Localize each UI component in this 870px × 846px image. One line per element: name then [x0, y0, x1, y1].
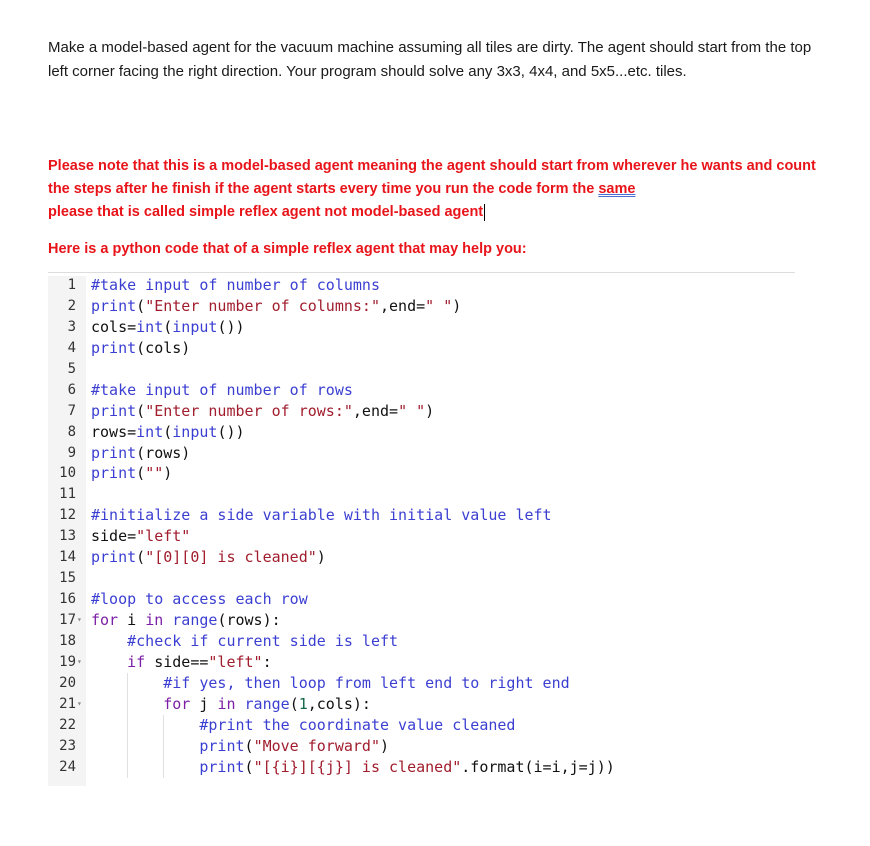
code-block	[48, 272, 795, 778]
code-line	[48, 338, 795, 359]
code-line	[48, 505, 795, 526]
code-line	[48, 568, 795, 589]
code-line	[48, 631, 795, 652]
code-line	[48, 589, 795, 610]
text-cursor	[484, 204, 485, 221]
line-number: 9	[67, 444, 76, 461]
code-line	[48, 359, 795, 380]
code-text: print("[{i}][{j}] is cleaned".format(i=i,j=j))	[199, 757, 615, 776]
code-line	[48, 484, 795, 505]
code-text: print(rows)	[91, 443, 191, 462]
code-line	[48, 443, 795, 464]
line-number: 18	[59, 632, 76, 649]
code-line	[48, 463, 795, 484]
line-number: 20	[59, 674, 76, 691]
help-heading: Here is a python code that of a simple reflex agent that may help you:	[48, 241, 527, 257]
code-text: print("Move forward")	[199, 736, 390, 755]
note-paragraph	[48, 155, 838, 224]
note-text-2: please that is called simple reflex agent not model-based agent	[48, 204, 484, 220]
line-number: 4	[67, 339, 76, 356]
indent-guide	[163, 736, 164, 757]
indent-guide	[163, 757, 164, 778]
indent-guide	[127, 715, 128, 736]
line-number: 19	[59, 653, 76, 670]
code-line	[48, 380, 795, 401]
code-text: #take input of number of rows	[91, 380, 353, 399]
line-number: 5	[67, 360, 76, 377]
line-number: 13	[59, 528, 76, 545]
line-number: 6	[67, 381, 76, 398]
code-text: #check if current side is left	[127, 631, 399, 650]
line-number: 8	[67, 423, 76, 440]
code-text: print("")	[91, 464, 173, 483]
code-line	[48, 401, 795, 422]
code-text: #take input of number of columns	[91, 276, 380, 294]
note-text-1: Please note that this is a model-based agent meaning the agent should start from wherever he wants and count the steps after he finish if the agent starts every time you run the code form the	[48, 158, 816, 197]
indent-guide	[127, 757, 128, 778]
code-line	[48, 547, 795, 568]
code-text: print("Enter number of columns:",end=" ")	[91, 296, 462, 315]
indent-guide	[127, 673, 128, 694]
code-text: print("[0][0] is cleaned")	[91, 548, 326, 567]
line-number: 15	[59, 570, 76, 587]
code-text: #if yes, then loop from left end to right end	[163, 673, 570, 692]
line-number: 14	[59, 549, 76, 566]
fold-arrow-icon[interactable]: ▾	[77, 615, 82, 624]
code-text: #initialize a side variable with initial value left	[91, 506, 552, 525]
code-line	[48, 694, 795, 715]
indent-guide	[127, 736, 128, 757]
indent-guide	[163, 715, 164, 736]
line-number: 1	[67, 277, 76, 293]
line-number: 22	[59, 716, 76, 733]
line-number: 24	[59, 758, 76, 775]
line-number: 2	[67, 297, 76, 314]
code-line	[48, 610, 795, 631]
line-number: 11	[59, 486, 76, 503]
code-line	[48, 673, 795, 694]
code-line	[48, 317, 795, 338]
line-number: 23	[59, 737, 76, 754]
code-text: if side=="left":	[127, 652, 272, 671]
line-number: 3	[67, 318, 76, 335]
code-text: print("Enter number of rows:",end=" ")	[91, 401, 435, 420]
fold-arrow-icon[interactable]: ▾	[77, 698, 82, 708]
code-lines	[48, 275, 795, 778]
code-text: #print the coordinate value cleaned	[199, 715, 516, 734]
code-line	[48, 296, 795, 317]
code-text: cols=int(input())	[91, 317, 245, 336]
code-line	[48, 757, 795, 778]
code-text: for i in range(rows):	[91, 611, 281, 629]
code-line	[48, 652, 795, 673]
code-text: rows=int(input())	[91, 422, 245, 441]
code-line	[48, 275, 795, 296]
fold-arrow-icon[interactable]: ▾	[77, 656, 82, 666]
note-underlined-word: same	[598, 181, 636, 197]
line-number: 10	[59, 465, 76, 482]
intro-paragraph: Make a model-based agent for the vacuum machine assuming all tiles are dirty. The agent should start from the top left corner facing the right direction. Your program should solve any 3x3, 4x4, and 5x5...etc. tiles.	[48, 39, 812, 80]
indent-guide	[127, 694, 128, 715]
code-text: for j in range(1,cols):	[163, 694, 371, 713]
code-text: side="left"	[91, 527, 191, 546]
line-number: 21	[59, 695, 76, 712]
code-text: print(cols)	[91, 338, 191, 357]
code-text: #loop to access each row	[91, 590, 308, 609]
line-number: 7	[67, 402, 76, 419]
line-number: 12	[59, 507, 76, 524]
code-line	[48, 422, 795, 443]
code-line	[48, 526, 795, 547]
line-number: 16	[59, 591, 76, 608]
code-line	[48, 736, 795, 757]
code-line	[48, 715, 795, 736]
line-number: 17	[59, 612, 76, 628]
